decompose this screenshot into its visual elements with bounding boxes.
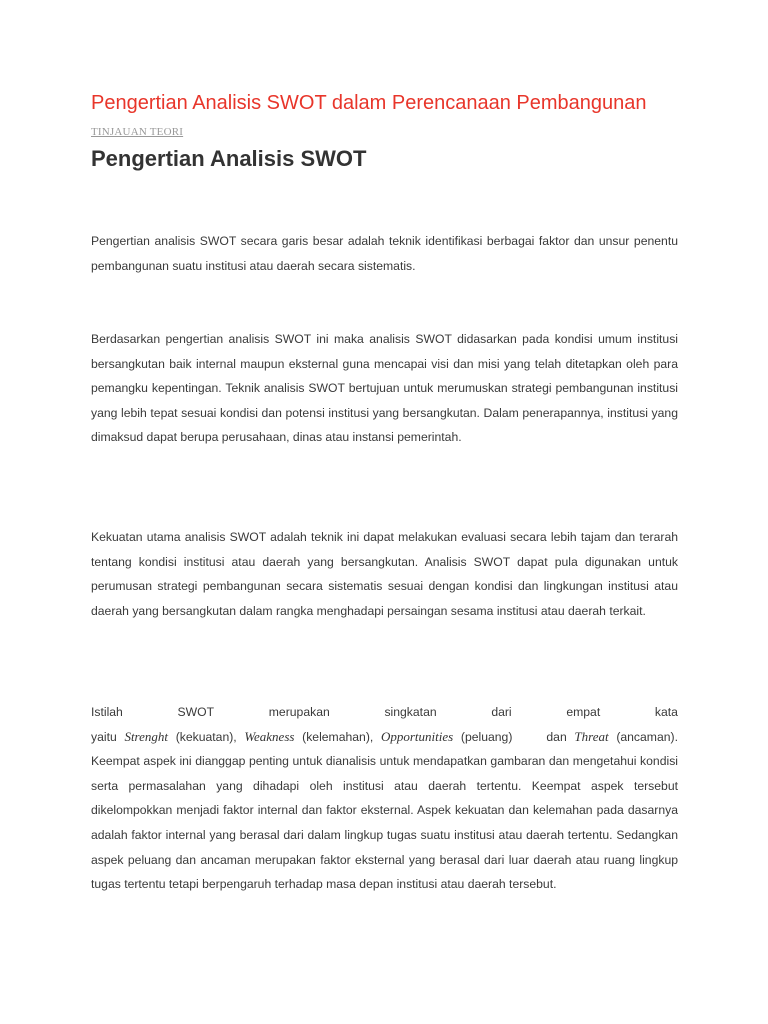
swot-lead-line (91, 700, 678, 725)
paragraph-basis: Berdasarkan pengertian analisis SWOT ini maka analisis SWOT didasarkan pada kondisi umum institusi bersangkutan baik internal maupun eksternal guna mencapai visi dan misi yang telah ditetapkan oleh para pemangku kepentingan. Teknik analisis SWOT bertujuan untuk merumuskan strategi pembangunan institusi yang lebih tepat sesuai kondisi dan potensi institusi yang bersangkutan. Dalam penerapannya, institusi yang dimaksud dapat berupa perusahaan, dinas atau instansi pemerintah. (91, 332, 678, 445)
paragraph-swot-terms (91, 700, 678, 897)
term-strength: Strenght (124, 728, 169, 744)
swot-rest: Keempat aspek ini dianggap penting untuk dianalisis untuk mendapatkan gambaran dan mengetahui kondisi serta permasalahan yang dihadapi oleh institusi atau daerah tertentu. Keempat aspek tersebut dikelompokkan menjadi faktor internal dan faktor eksternal. Aspek kekuatan dan kelemahan pada dasarnya adalah faktor internal yang berasal dari dalam lingkup tugas suatu institusi atau daerah tertentu. Sedangkan aspek peluang dan ancaman merupakan faktor eksternal yang berasal dari luar daerah atau ruang lingkup tugas tertentu tetapi berpengaruh terhadap masa depan institusi atau daerah tersebut. (91, 754, 678, 892)
lead-word: Istilah (91, 705, 123, 719)
meaning-weakness: (kelemahan), (294, 729, 381, 744)
section-heading: Pengertian Analisis SWOT (91, 146, 367, 171)
lead-word: empat (566, 705, 601, 719)
lead-word: dari (491, 705, 512, 719)
paragraph-strength: Kekuatan utama analisis SWOT adalah teknik ini dapat melakukan evaluasi secara lebih tajam dan terarah tentang kondisi institusi atau daerah yang bersangkutan. Analisis SWOT dapat pula digunakan untuk perumusan strategi pembangunan secara sistematis sesuai dengan kondisi dan lingkungan institusi atau daerah yang bersangkutan dalam rangka menghadapi persaingan sesama institusi atau daerah terkait. (91, 530, 678, 618)
meaning-threat: (ancaman). (608, 729, 678, 744)
term-weakness: Weakness (244, 728, 295, 744)
post-title[interactable]: Pengertian Analisis SWOT dalam Perencanaan Pembangunan (91, 92, 647, 114)
dan-text: dan (546, 729, 575, 744)
term-threat: Threat (574, 728, 609, 744)
meaning-strength: (kekuatan), (168, 729, 245, 744)
lead-word: singkatan (384, 705, 437, 719)
lead-word: merupakan (268, 705, 330, 719)
lead-word: SWOT (177, 705, 215, 719)
paragraph-definition: Pengertian analisis SWOT secara garis besar adalah teknik identifikasi berbagai faktor dan unsur penentu pembangunan suatu institusi atau daerah secara sistematis. (91, 234, 678, 273)
category-link[interactable]: TINJAUAN TEORI (91, 126, 184, 138)
term-opportunities: Opportunities (380, 728, 454, 744)
lead-word: kata (654, 705, 678, 719)
swot-body (91, 725, 678, 897)
yaitu-text: yaitu (91, 729, 125, 744)
meaning-opportunities: (peluang) (453, 729, 513, 744)
